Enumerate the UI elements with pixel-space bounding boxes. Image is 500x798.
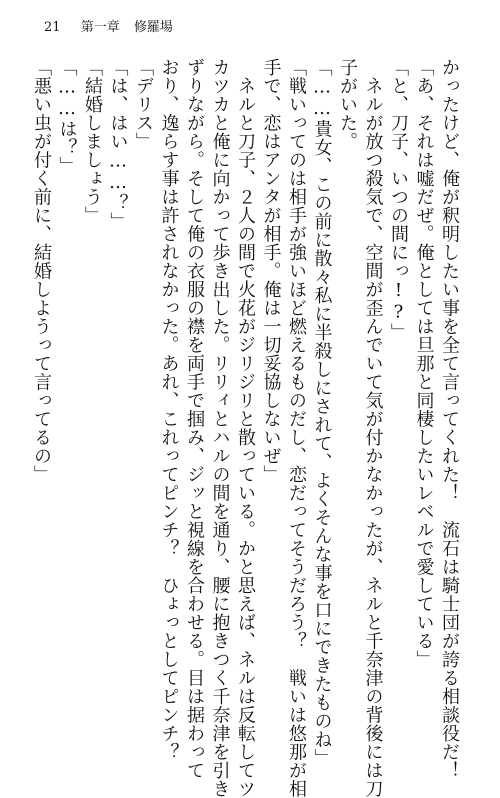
text-line: 「結婚しましょう」 bbox=[82, 58, 103, 225]
text-line: 手で、恋はアンタが相手。俺は一切妥協しないぜ」 bbox=[260, 58, 282, 484]
text-line: ずりながら。そして俺の衣服の襟を両手で掴み、ジッと視線を合わせる。目は据わって bbox=[184, 58, 205, 780]
text-line: 「……は？」 bbox=[56, 58, 78, 175]
chapter-label: 第一章 bbox=[80, 20, 120, 35]
text-line: 子がいた。 bbox=[337, 58, 358, 151]
text-line: 「……貴女、この前に散々私に半殺しにされて、よくそんな事を口にできたものね」 bbox=[311, 58, 333, 767]
text-line: ネルが放つ殺気で、空間が歪んでいて気が付かなかったが、ネルと千奈津の背後には刀 bbox=[362, 58, 384, 798]
text-line: 「は、はい……？」 bbox=[107, 58, 129, 231]
page-number: 21 bbox=[44, 20, 61, 35]
text-line: 「あ、それは嘘だぜ。俺としては旦那と同棲したいレベルで愛している」 bbox=[413, 58, 435, 669]
text-line: おり、逸らす事は許されなかった。あれ、これってピンチ？ ひょっとしてピンチ？ bbox=[158, 58, 180, 761]
text-line: 「戦いってのは相手が強いほど燃えるものだし、恋だってそうだろう？ 戦いは悠那が相 bbox=[286, 58, 307, 798]
chapter-title: 修羅場 bbox=[133, 20, 173, 35]
text-line: かったけど、俺が釈明したい事を全て言ってくれた！ 流石は騎士団が誇る相談役だ！ bbox=[439, 58, 460, 780]
text-line: ネルと刀子、２人の間で火花がジリジリと散っている。かと思えば、ネルは反転してツ bbox=[235, 58, 256, 798]
vertical-body-text bbox=[31, 58, 462, 798]
running-header bbox=[44, 18, 173, 38]
text-line: 「デリス」 bbox=[133, 58, 154, 151]
text-line: カツカと俺に向かって歩き出した。リリィとハルの間を通り、腰に抱きつく千奈津を引き bbox=[209, 58, 231, 798]
text-line: 「と、刀子、いつの間にっ!?」 bbox=[388, 58, 409, 342]
text-line: 「悪い虫が付く前に、結婚しようって言ってるの」 bbox=[31, 58, 52, 484]
